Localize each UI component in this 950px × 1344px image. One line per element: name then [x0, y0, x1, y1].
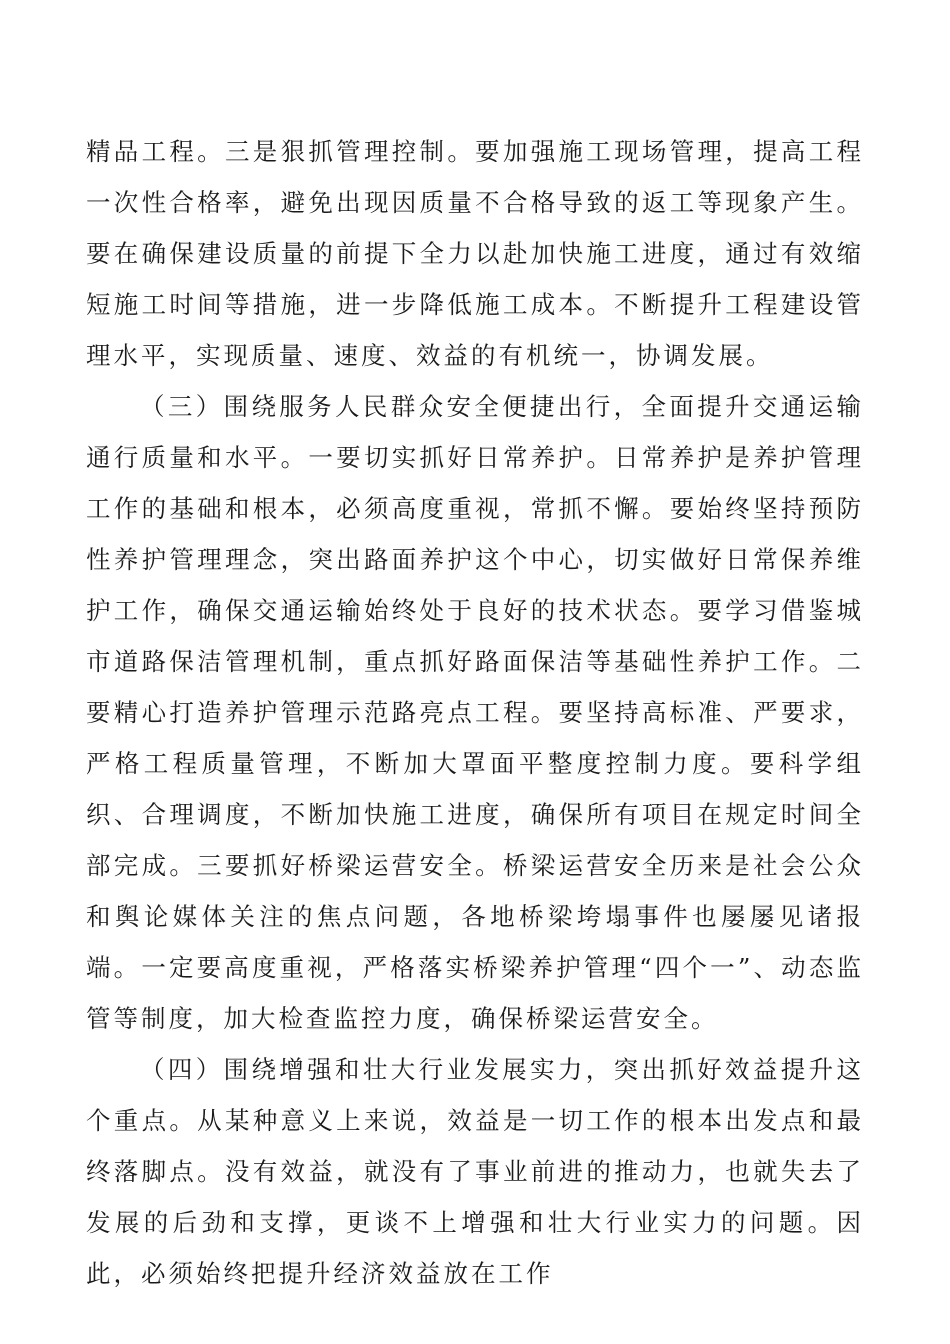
paragraph-section-three: （三）围绕服务人民群众安全便捷出行，全面提升交通运输通行质量和水平。一要切实抓好日常养护。日常养护是养护管理工作的基础和根本，必须高度重视，常抓不懈。要始终坚持预防性养护管理理念，突出路面养护这个中心，切实做好日常保养维护工作，确保交通运输始终处于良好的技术状态。要学习借鉴城市道路保洁管理机制，重点抓好路面保洁等基础性养护工作。二要精心打造养护管理示范路亮点工程。要坚持高标准、严要求，严格工程质量管理，不断加大罩面平整度控制力度。要科学组织、合理调度，不断加快施工进度，确保所有项目在规定时间全部完成。三要抓好桥梁运营安全。桥梁运营安全历来是社会公众和舆论媒体关注的焦点问题，各地桥梁垮塌事件也屡屡见诸报端。一定要高度重视，严格落实桥梁养护管理“四个一”、动态监管等制度，加大检查监控力度，确保桥梁运营安全。 — [86, 392, 864, 1033]
paragraph-section-four: （四）围绕增强和壮大行业发展实力，突出抓好效益提升这个重点。从某种意义上来说，效益是一切工作的根本出发点和最终落脚点。没有效益，就没有了事业前进的推动力，也就失去了发展的后劲和支撑，更谈不上增强和壮大行业实力的问题。因此，必须始终把提升经济效益放在工作 — [86, 1055, 864, 1288]
document-body — [86, 126, 864, 1299]
paragraph-continuation: 精品工程。三是狠抓管理控制。要加强施工现场管理，提高工程一次性合格率，避免出现因质量不合格导致的返工等现象产生。要在确保建设质量的前提下全力以赴加快施工进度，通过有效缩短施工时间等措施，进一步降低施工成本。不断提升工程建设管理水平，实现质量、速度、效益的有机统一，协调发展。 — [86, 137, 864, 370]
